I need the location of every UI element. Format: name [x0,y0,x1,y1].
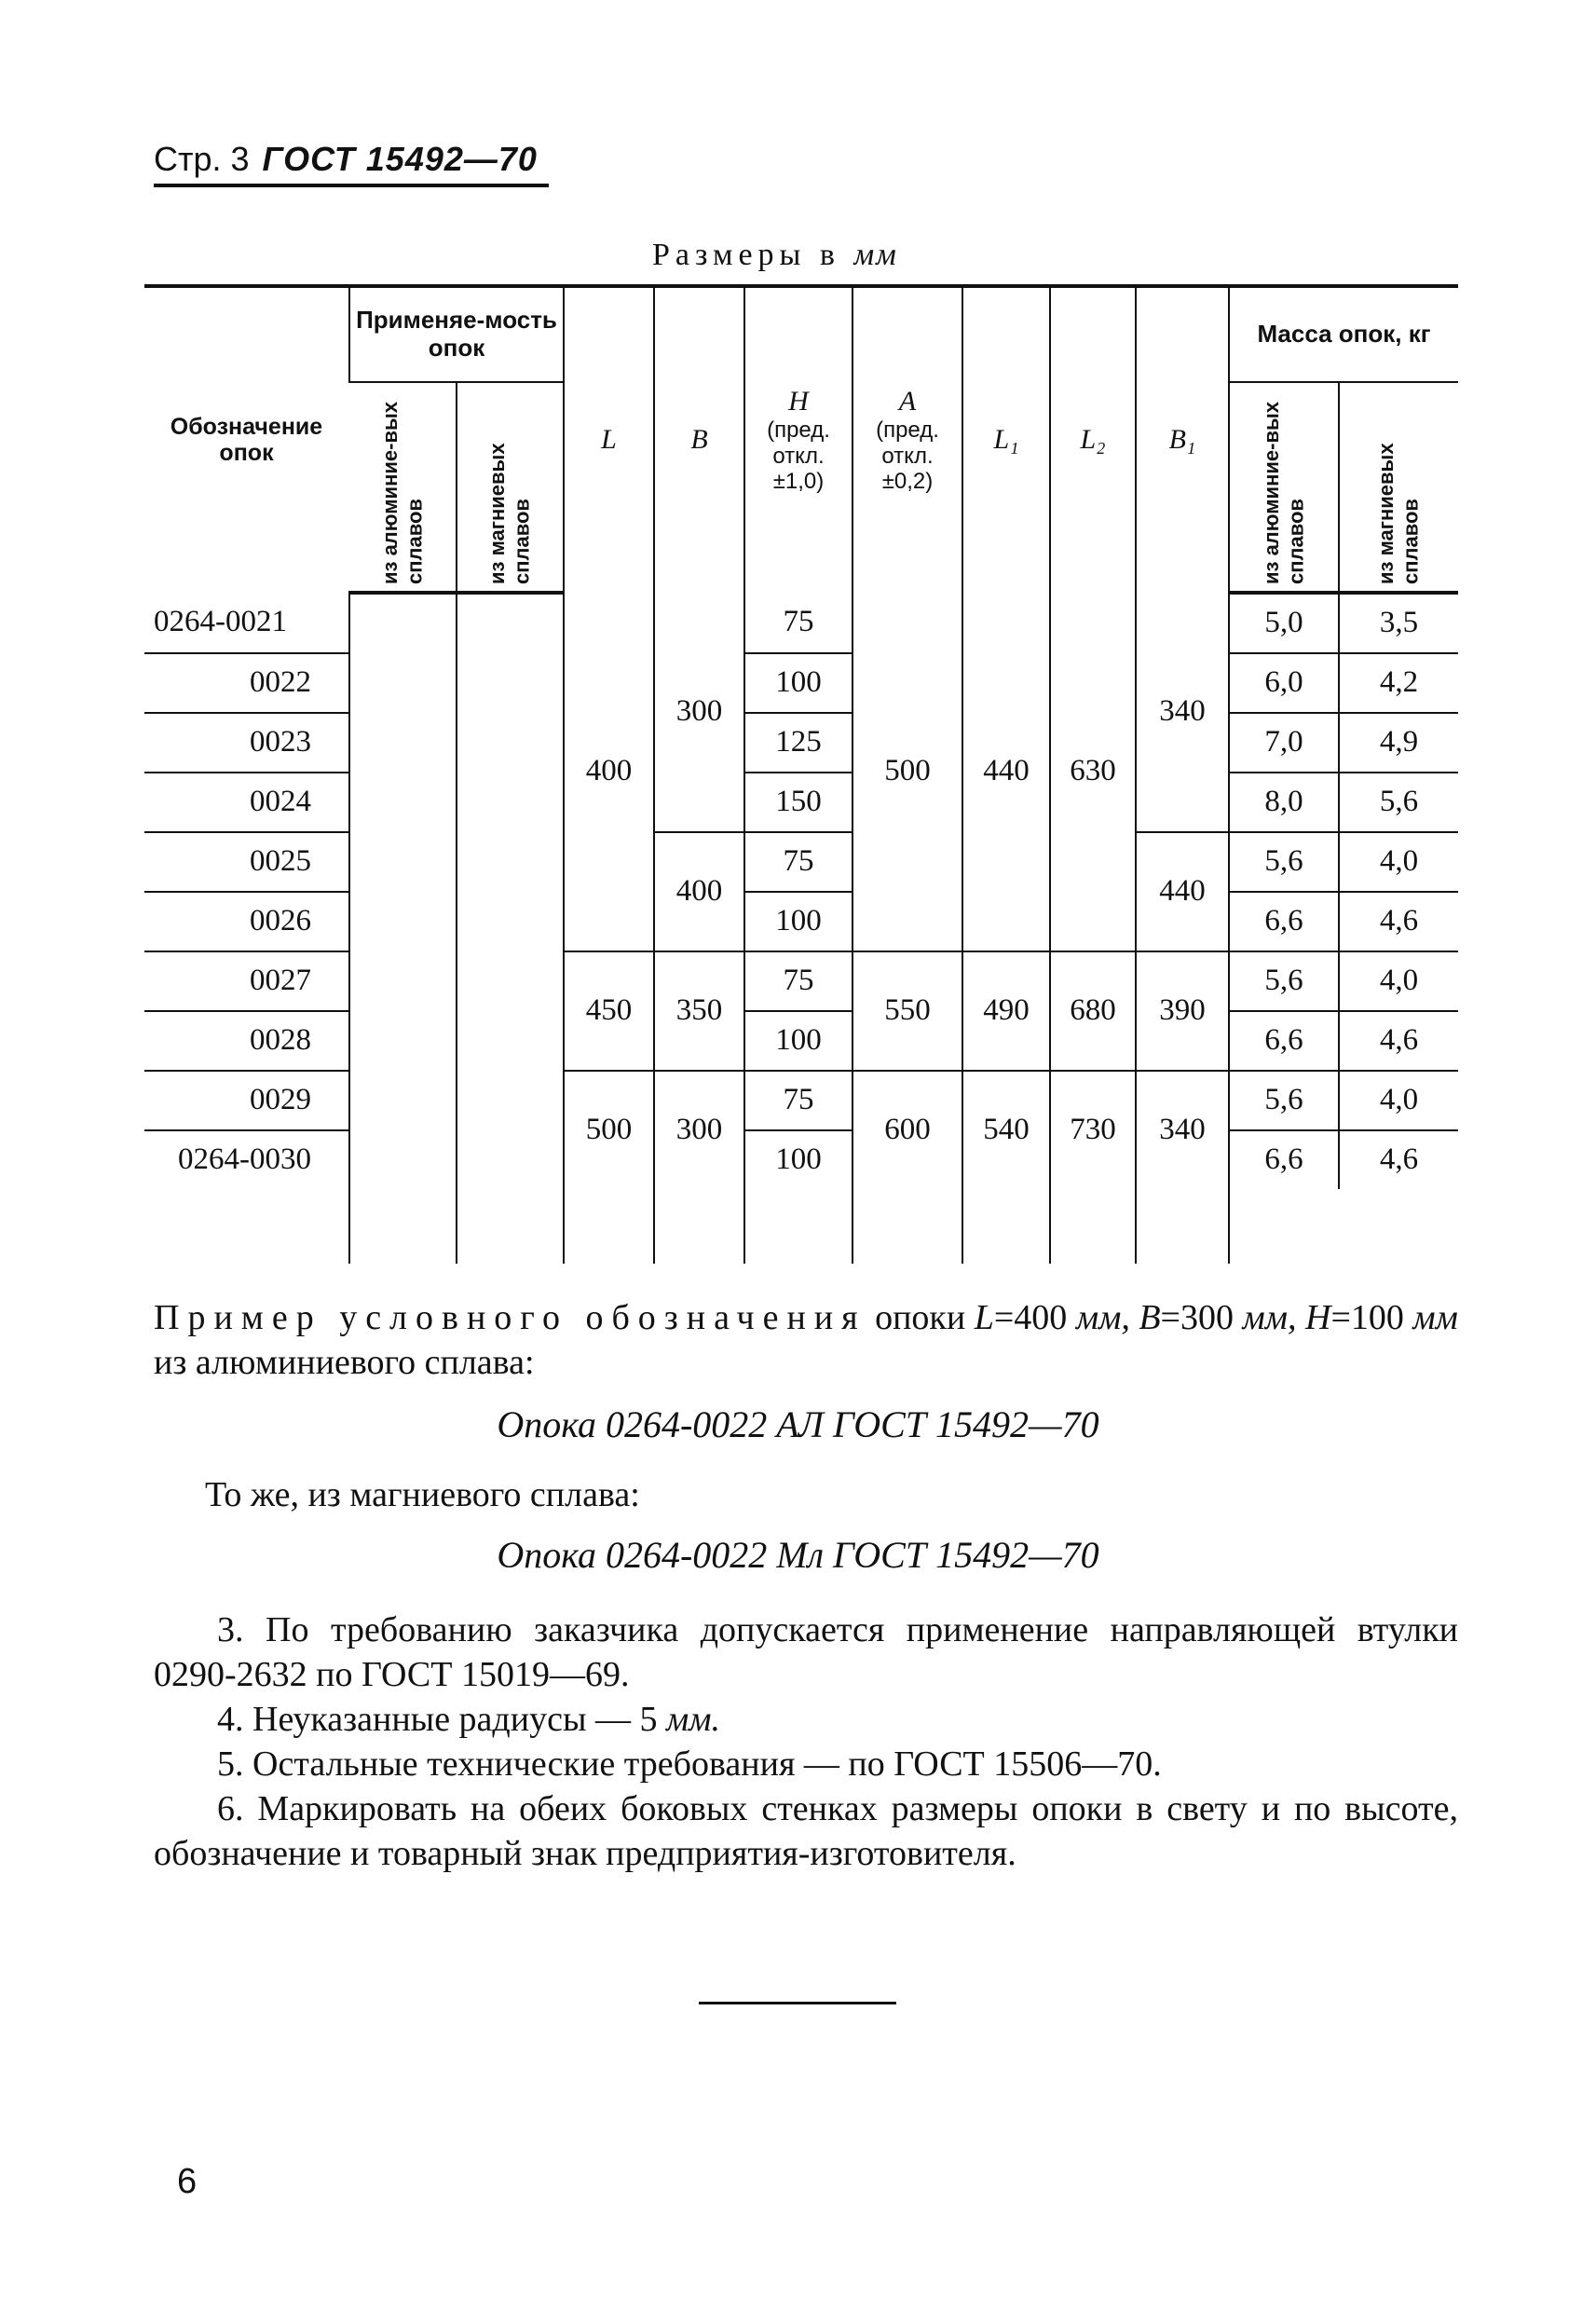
col-header-L: L [564,286,654,593]
table-row: 0023 125 7,0 4,9 [144,713,1458,773]
col-header-designation: Обозначение опок [144,286,349,593]
col-header-applicability: Применяе-мость опок [349,286,564,382]
page-ref: Стр. 3 [154,140,250,178]
formula-aluminum: Опока 0264-0022 АЛ ГОСТ 15492—70 [497,1403,1099,1445]
dimensions-table [144,284,1458,1264]
table-row: 0022 100 6,0 4,2 [144,653,1458,713]
same-magnesium-text: То же, из магниевого сплава: [205,1475,640,1514]
table-row: 0264-0021 400 300 75 500 440 630 340 5,0 3,5 [144,593,1458,653]
app-al-cell [349,593,457,1189]
col-header-mass: Масса опок, кг [1229,286,1458,382]
page-number: 6 [177,2162,198,2201]
col-header-B: B [654,286,744,593]
units-caption [652,238,898,273]
col-header-H: H (пред. откл. ±1,0) [744,286,853,593]
col-header-app-al: из алюминие-вых сплавов [349,382,457,593]
note-6: 6. Маркировать на обеих боковых стенках размеры опоки в свету и по высоте, обозначение и товарный знак предприятия-изготовителя. [154,1789,1458,1873]
note-3: 3. По требованию заказчика допускается применение направляющей втулки 0290-2632 по ГОСТ 15019—69. [154,1610,1458,1694]
table-row: 0024 150 8,0 5,6 [144,773,1458,832]
table-row: 0027 450 350 75 550 490 680 390 5,6 4,0 [144,951,1458,1011]
designation-example: Пример условного обозначения опоки L=400 мм, B=300 мм, H=100 мм из алюминиевого сплава: [154,1298,1458,1382]
col-header-mass-al: из алюминие-вых сплавов [1229,382,1339,593]
notes [154,1607,1458,1876]
col-header-app-mg: из магниевых сплавов [457,382,564,593]
note-5: 5. Остальные технические требования — по ГОСТ 15506—70. [217,1744,1162,1784]
table-row: 0264-0030 100 6,6 4,6 [144,1130,1458,1189]
units-caption-unit: мм [853,238,898,272]
table-row: 0025 400 75 440 5,6 4,0 [144,832,1458,892]
header-rule [154,184,549,187]
page-header [154,140,538,179]
col-header-L1: L₁ [962,286,1050,593]
note-4: 4. Неуказанные радиусы — 5 мм. [217,1700,721,1739]
col-header-B1: B₁ [1136,286,1229,593]
standard-ref: ГОСТ 15492—70 [262,140,538,178]
table-row: 0029 500 300 75 600 540 730 340 5,6 4,0 [144,1071,1458,1130]
col-header-A: A (пред. откл. ±0,2) [853,286,962,593]
table-tail [144,1189,1458,1264]
col-header-mass-mg: из магниевых сплавов [1339,382,1458,593]
app-mg-cell [457,593,564,1189]
table-row: 0026 100 6,6 4,6 [144,892,1458,951]
formula-magnesium: Опока 0264-0022 Мл ГОСТ 15492—70 [497,1534,1099,1576]
col-header-L2: L₂ [1050,286,1136,593]
end-rule [699,2002,896,2004]
table-row: 0028 100 6,6 4,6 [144,1011,1458,1071]
units-caption-text: Размеры в [652,238,840,272]
